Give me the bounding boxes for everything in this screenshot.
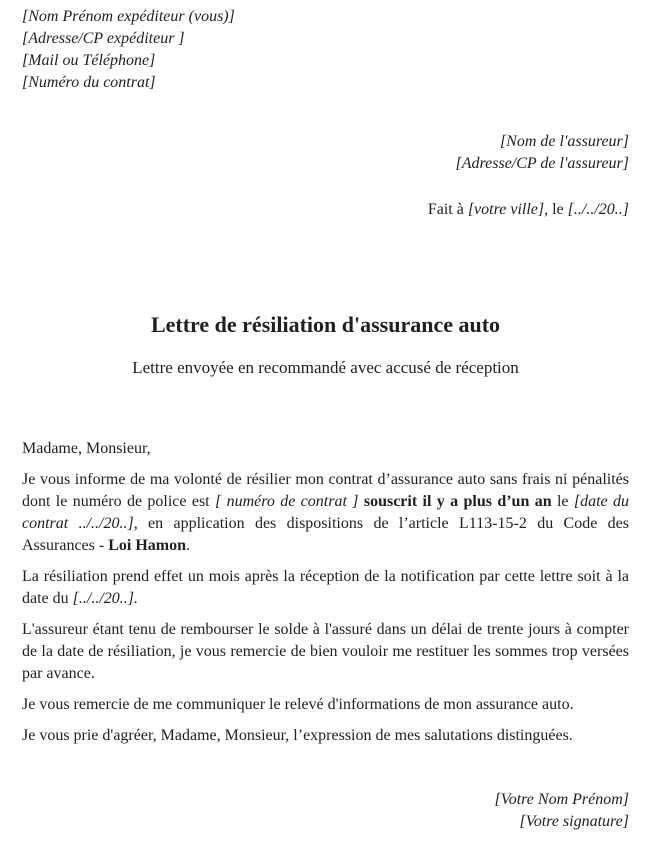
paragraph-closing: Je vous prie d'agréer, Madame, Monsieur, l’expression de mes salutations distinguées.	[22, 727, 573, 744]
paragraph-effective-date: La résiliation prend effet un mois après la réception de la notification par cette lettre soit à la date du [../../20..].	[22, 568, 629, 607]
insurer-name: [Nom de l'assureur]	[499, 133, 629, 150]
sender-block	[22, 6, 629, 94]
paragraph-resiliation-request: Je vous informe de ma volonté de résilier mon contrat d’assurance auto sans frais ni pénalités dont le numéro de police est [ numéro de contrat ] souscrit il y a plus d’un an le [date du contrat ../../20..], en application des dispositions de l’article L113-15-2 du Code des Assurances - Loi Hamon.	[22, 471, 630, 554]
signature-name: [Votre Nom Prénom]	[494, 791, 629, 808]
signature-handwriting: [Votre signature]	[519, 813, 629, 830]
paragraph-information-statement: Je vous remercie de me communiquer le relevé d'informations de mon assurance auto.	[22, 696, 574, 713]
sender-contact: [Mail ou Téléphone]	[22, 52, 156, 69]
paragraph-refund: L'assureur étant tenu de rembourser le solde à l'assuré dans un délai de trente jours à compter de la date de résiliation, je vous remercie de bien vouloir me restituer les sommes trop versées par avance.	[22, 621, 629, 682]
sender-name: [Nom Prénom expéditeur (vous)]	[22, 8, 235, 25]
insurer-address: [Adresse/CP de l'assureur]	[455, 155, 629, 172]
place-and-date-line: Fait à [votre ville], le [../../20..]	[427, 201, 629, 218]
letter-title: Lettre de résiliation d'assurance auto	[150, 312, 501, 337]
signature-block	[22, 789, 629, 833]
sender-address: [Adresse/CP expéditeur ]	[22, 30, 185, 47]
sender-contract-number: [Numéro du contrat]	[22, 74, 156, 91]
salutation: Madame, Monsieur,	[22, 440, 151, 457]
recipient-block	[22, 131, 629, 175]
letter-subtitle: Lettre envoyée en recommandé avec accusé de réception	[132, 358, 519, 377]
